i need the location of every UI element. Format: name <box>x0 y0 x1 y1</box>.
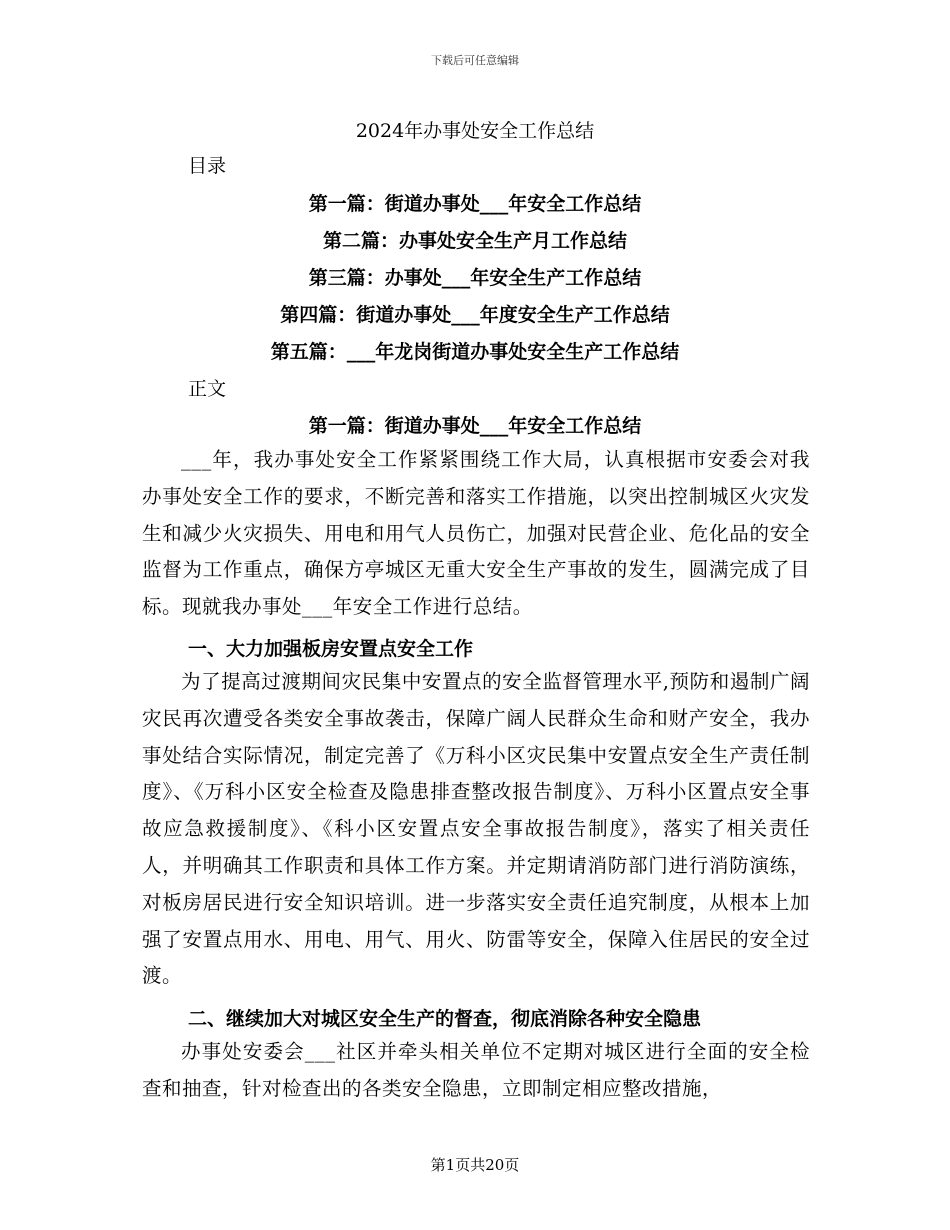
toc-item-1: 第一篇：街道办事处___年安全工作总结 <box>308 193 642 215</box>
paragraph-3: 办事处安委会___社区并牵头相关单位不定期对城区进行全面的安全检查和抽查，针对检查出的各类安全隐患，立即制定相应整改措施， <box>142 1040 810 1100</box>
article-title: 第一篇：街道办事处___年安全工作总结 <box>308 415 642 437</box>
page-footer: 第1页共20页 <box>430 1156 520 1174</box>
section-heading-2: 二、继续加大对城区安全生产的督查，彻底消除各种安全隐患 <box>188 1008 702 1030</box>
toc-item-2: 第二篇：办事处安全生产月工作总结 <box>322 230 627 252</box>
toc-label: 目录 <box>188 155 227 177</box>
toc-item-5: 第五篇：___年龙岗街道办事处安全生产工作总结 <box>270 341 680 363</box>
section-heading-1: 一、大力加强板房安置点安全工作 <box>188 638 474 660</box>
document-title: 2024年办事处安全工作总结 <box>355 120 595 142</box>
body-label: 正文 <box>188 378 227 400</box>
toc-item-4: 第四篇：街道办事处___年度安全生产工作总结 <box>280 304 670 326</box>
toc-item-3: 第三篇：办事处___年安全生产工作总结 <box>308 267 642 289</box>
paragraph-2: 为了提高过渡期间灾民集中安置点的安全监督管理水平,预防和遏制广阔灾民再次遭受各类安全事故袭击，保障广阔人民群众生命和财产安全，我办事处结合实际情况，制定完善了《万科小区灾民集中安置点安全生产责任制度》、《万科小区安全检查及隐患排查整改报告制度》、万科小区置点安全事故应急救援制度》、《科小区安置点安全事故报告制度》，落实了相关责任人，并明确其工作职责和具体工作方案。并定期请消防部门进行消防演练，对板房居民进行安全知识培训。进一步落实安全责任追究制度，从根本上加强了安置点用水、用电、用气、用火、防雷等安全，保障入住居民的安全过渡。 <box>142 670 810 988</box>
header-note: 下载后可任意编辑 <box>431 54 519 67</box>
paragraph-1: ___年，我办事处安全工作紧紧围绕工作大局，认真根据市安委会对我办事处安全工作的要求，不断完善和落实工作措施，以突出控制城区火灾发生和减少火灾损失、用电和用气人员伤亡，加强对民营企业、危化品的安全监督为工作重点，确保方亭城区无重大安全生产事故的发生，圆满完成了目标。现就我办事处___年安全工作进行总结。 <box>142 448 810 619</box>
